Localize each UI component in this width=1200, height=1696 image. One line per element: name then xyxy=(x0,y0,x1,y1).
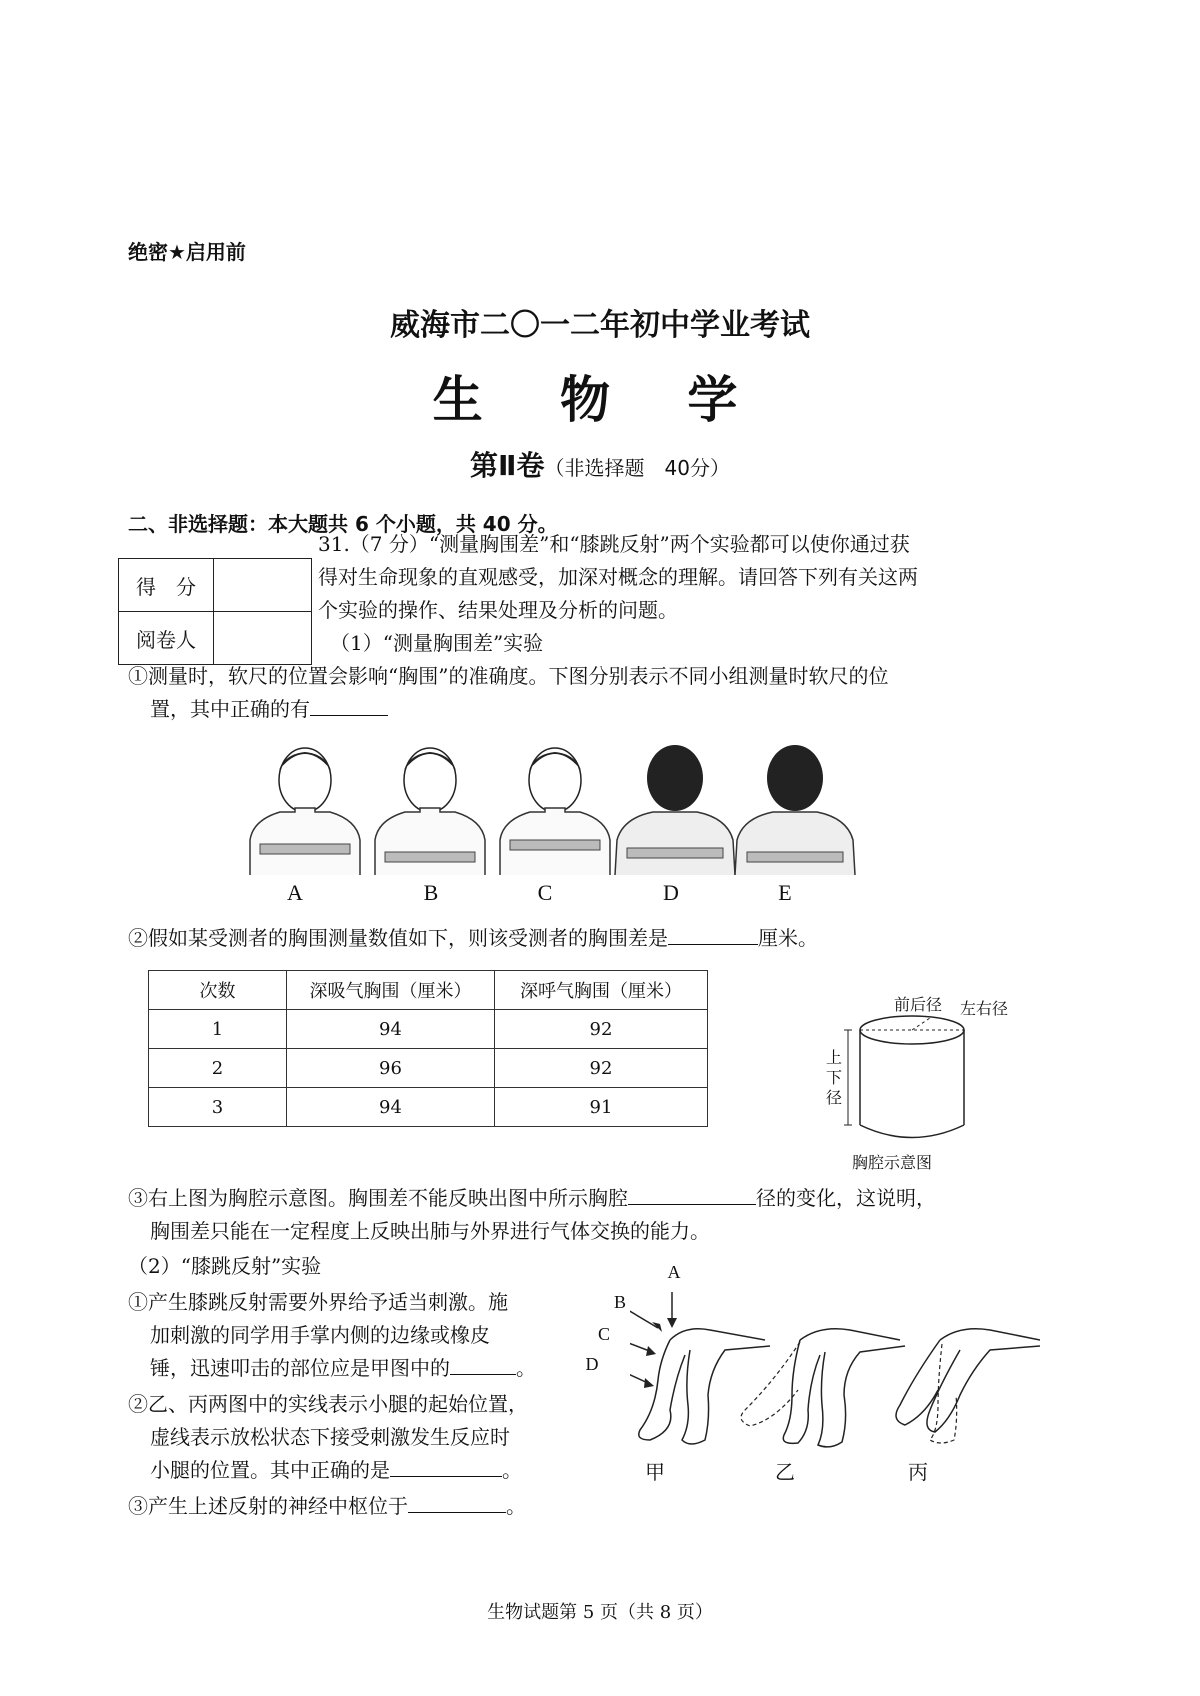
p2-q2-line1: ②乙、丙两图中的实线表示小腿的起始位置， xyxy=(128,1392,528,1416)
table-row xyxy=(149,1010,708,1049)
p2-q2-line3 xyxy=(150,1454,522,1487)
table-cell: 96 xyxy=(287,1049,495,1088)
chest-measure-table xyxy=(148,970,708,1127)
p2-q2-blank[interactable] xyxy=(390,1456,502,1477)
table-row xyxy=(149,1049,708,1088)
figure-a xyxy=(250,748,360,875)
p1-q3-text: ③右上图为胸腔示意图。胸围差不能反映出图中所示胸腔 xyxy=(128,1186,628,1210)
table-cell: 94 xyxy=(287,1088,495,1127)
p2-q2-line2: 虚线表示放松状态下接受刺激发生反应时 xyxy=(150,1425,510,1449)
table-header: 深呼气胸围（厘米） xyxy=(495,971,708,1010)
p2-q3-end: 。 xyxy=(506,1494,526,1518)
p1-q1-blank[interactable] xyxy=(310,695,388,716)
volume-label: 第Ⅱ卷 xyxy=(470,449,545,482)
p1-q2-unit: 厘米。 xyxy=(758,926,818,950)
p1-q2-blank[interactable] xyxy=(668,924,758,945)
leg-label-jia: 甲 xyxy=(645,1460,665,1484)
leg-label-a: A xyxy=(667,1262,681,1282)
up-down-label-3: 径 xyxy=(826,1088,843,1107)
grader-field[interactable] xyxy=(214,612,312,665)
figure-label-e: E xyxy=(778,880,792,905)
leg-label-bing: 丙 xyxy=(908,1460,928,1484)
q31-intro-2: 得对生命现象的直观感受，加深对概念的理解。请回答下列有关这两 xyxy=(318,565,918,589)
leg-jia xyxy=(630,1292,770,1444)
left-right-label: 左右径 xyxy=(960,999,1009,1018)
score-field[interactable] xyxy=(214,559,312,612)
p1-q2-text: ②假如某受测者的胸围测量数值如下，则该受测者的胸围差是 xyxy=(128,926,668,950)
leg-label-d: D xyxy=(585,1354,599,1374)
figure-label-c: C xyxy=(537,880,553,905)
part2-title: （2）“膝跳反射”实验 xyxy=(128,1254,322,1278)
up-down-label-2: 下 xyxy=(826,1068,843,1087)
figure-label-b: B xyxy=(423,880,439,905)
table-cell: 94 xyxy=(287,1010,495,1049)
table-header: 深吸气胸围（厘米） xyxy=(287,971,495,1010)
leg-label-yi: 乙 xyxy=(775,1460,795,1484)
part1-title: （1）“测量胸围差”实验 xyxy=(330,631,544,655)
page-footer: 生物试题第 5 页（共 8 页） xyxy=(487,1602,713,1623)
table-cell: 91 xyxy=(495,1088,708,1127)
volume-note: （非选择题 40分） xyxy=(544,456,730,480)
leg-label-b: B xyxy=(613,1292,626,1312)
figure-c xyxy=(500,748,610,875)
volume-title xyxy=(0,444,1200,484)
leg-bing xyxy=(896,1329,1040,1443)
p1-q3 xyxy=(128,1182,936,1215)
figure-e xyxy=(735,745,855,875)
up-down-label-1: 上 xyxy=(826,1048,843,1067)
confidential-mark: 绝密★启用前 xyxy=(128,240,246,264)
figure-b xyxy=(375,748,485,875)
p2-q1-line1: ①产生膝跳反射需要外界给予适当刺激。施 xyxy=(128,1290,508,1314)
p1-q3-blank[interactable] xyxy=(628,1184,756,1205)
table-cell: 2 xyxy=(149,1049,287,1088)
p1-q1-line2 xyxy=(150,693,388,726)
table-row xyxy=(149,1088,708,1127)
chest-cavity-diagram xyxy=(820,1000,1000,1150)
p2-q2-text: 小腿的位置。其中正确的是 xyxy=(150,1458,390,1482)
figure-label-a: A xyxy=(287,880,303,905)
grader-label: 阅卷人 xyxy=(119,612,214,665)
p2-q1-end: 。 xyxy=(516,1356,536,1380)
score-label: 得 分 xyxy=(119,559,214,612)
section-title: 二、非选择题：本大题共 6 个小题，共 40 分。 xyxy=(128,512,558,536)
figure-d xyxy=(615,745,735,875)
table-cell: 3 xyxy=(149,1088,287,1127)
figure-label-d: D xyxy=(663,880,679,905)
table-header: 次数 xyxy=(149,971,287,1010)
measurement-figures xyxy=(245,740,945,890)
p1-q1-line1: ①测量时，软尺的位置会影响“胸围”的准确度。下图分别表示不同小组测量时软尺的位 xyxy=(128,664,889,688)
p2-q1-line2: 加刺激的同学用手掌内侧的边缘或橡皮 xyxy=(150,1323,490,1347)
table-cell: 92 xyxy=(495,1010,708,1049)
table-cell: 1 xyxy=(149,1010,287,1049)
subject-title: 生 物 学 xyxy=(432,371,768,429)
p2-q3 xyxy=(128,1490,526,1523)
table-cell: 92 xyxy=(495,1049,708,1088)
p2-q1-text: 锤，迅速叩击的部位应是甲图中的 xyxy=(150,1356,450,1380)
exam-title: 威海市二〇一二年初中学业考试 xyxy=(390,308,810,343)
q31-intro-3: 个实验的操作、结果处理及分析的问题。 xyxy=(318,598,678,622)
p2-q3-blank[interactable] xyxy=(408,1492,506,1513)
score-box xyxy=(118,558,312,665)
chest-diagram-caption: 胸腔示意图 xyxy=(852,1153,933,1172)
leg-label-c: C xyxy=(597,1324,610,1344)
p2-q3-text: ③产生上述反射的神经中枢位于 xyxy=(128,1494,408,1518)
p2-q1-blank[interactable] xyxy=(450,1354,516,1375)
p1-q3-post: 径的变化，这说明， xyxy=(756,1186,936,1210)
p1-q2 xyxy=(128,922,818,955)
q31-intro-1: 31.（7 分）“测量胸围差”和“膝跳反射”两个实验都可以使你通过获 xyxy=(318,532,910,556)
p2-q2-end: 。 xyxy=(502,1458,522,1482)
p1-q1-text: 置，其中正确的有 xyxy=(150,697,310,721)
knee-reflex-figures xyxy=(630,1280,1040,1460)
p2-q1-line3 xyxy=(150,1352,536,1385)
front-back-label: 前后径 xyxy=(894,995,943,1014)
p1-q3-line2: 胸围差只能在一定程度上反映出肺与外界进行气体交换的能力。 xyxy=(150,1219,710,1243)
